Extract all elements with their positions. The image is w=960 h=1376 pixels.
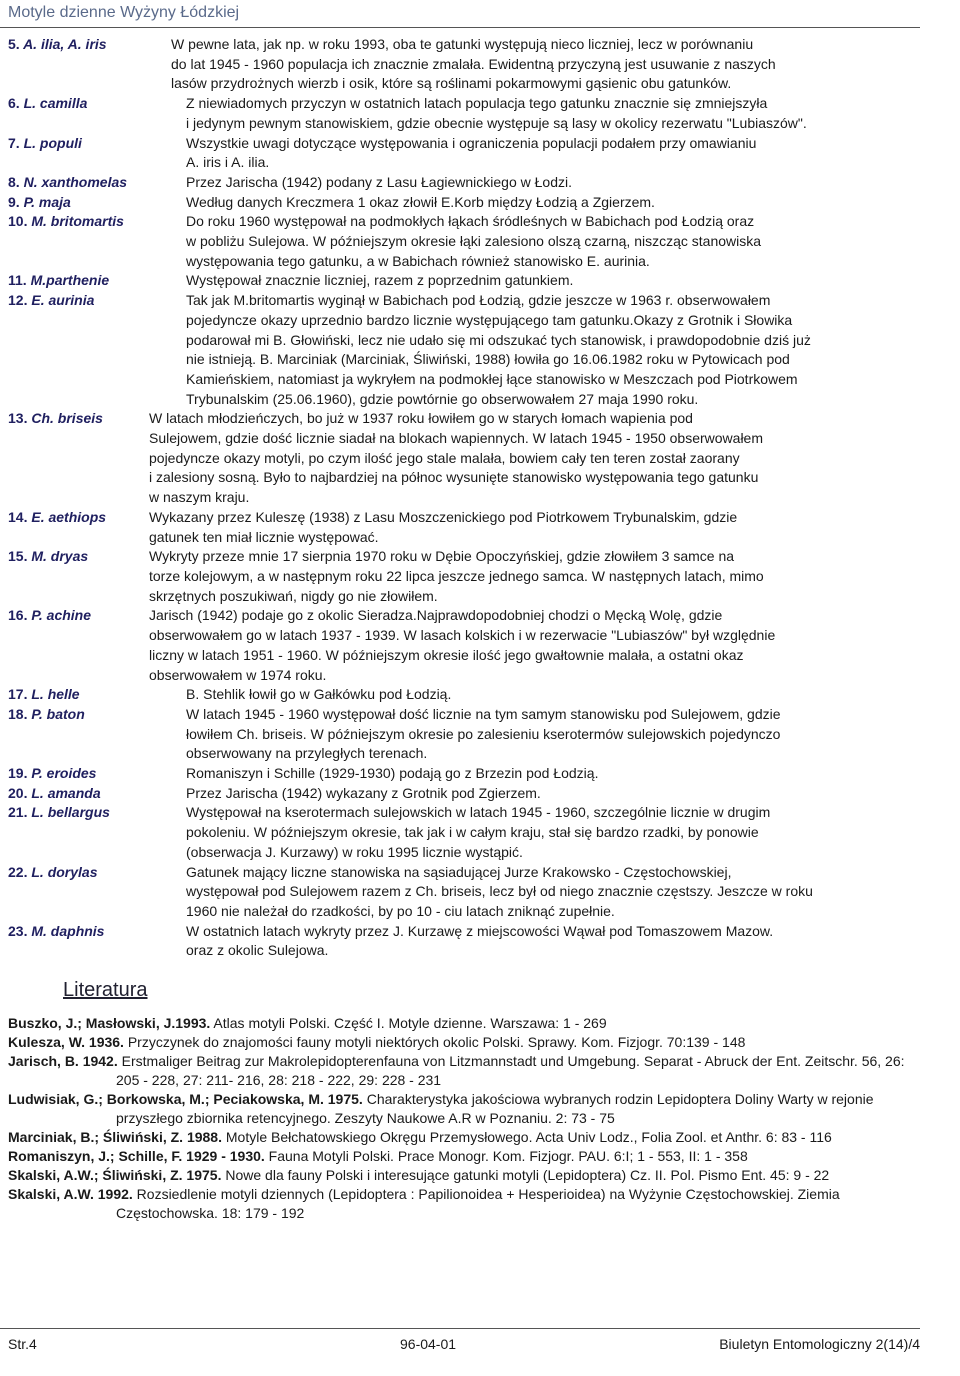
species-name <box>8 94 186 133</box>
species-entry <box>8 803 908 862</box>
species-entry <box>8 685 908 705</box>
entry-text <box>186 685 908 705</box>
text-line: oraz z okolic Sulejowa. <box>186 942 329 959</box>
species-name <box>8 803 186 862</box>
text-line: Jarisch (1942) podaje go z okolic Sieradza.Najprawdopodobniej chodzi o Męcką Wolę, gdzie <box>149 607 723 624</box>
species-entry <box>8 35 908 94</box>
species-label: L. dorylas <box>31 863 98 880</box>
species-entry <box>8 173 908 193</box>
species-name <box>8 409 149 508</box>
species-name <box>8 271 186 291</box>
text-line: łowiłem Ch. briseis. W późniejszym okresie po zalesieniu kserotermów sulejowskich pojedynczo <box>186 725 781 742</box>
entry-text <box>186 784 908 804</box>
literature-heading: Literatura <box>63 979 148 1001</box>
entry-text <box>186 863 908 922</box>
reference-authors: Kulesza, W. 1936. <box>8 1034 124 1050</box>
text-line: Tak jak M.britomartis wyginął w Babichach pod Łodzią, gdzie jeszcze w 1963 r. obserwowałem <box>186 292 771 309</box>
text-line: obserwowałem go w latach 1937 - 1939. W lasach kolskich i w rezerwacie "Lubiaszów" był względnie <box>149 627 776 644</box>
reference-text: Nowe dla fauny Polski i interesujące gatunki motyli (Lepidoptera) Cz. II. Pol. Pismo Ent. 45: 9 - 22 <box>221 1167 830 1183</box>
reference-text: Fauna Motyli Polski. Prace Monogr. Kom. Fizjogr. PAU. 6:I; 1 - 553, II: 1 - 358 <box>264 1148 748 1164</box>
text-line: skrzętnych poszukiwań, nigdy go nie złowiłem. <box>149 587 438 604</box>
species-label: E. aurinia <box>31 292 95 309</box>
species-label: P. achine <box>31 607 92 624</box>
entry-text <box>149 547 908 606</box>
text-line: liczny w latach 1951 - 1960. W późniejszym okresie ilość jego gwałtownie malała, a ostatni okaz <box>149 646 744 663</box>
reference-authors: Buszko, J.; Masłowski, J.1993. <box>8 1015 211 1031</box>
reference-text: Erstmaliger Beitrag zur Makrolepidopterenfauna von Litzmannstadt und Umgebung. Separat - Abruck der Ent. Zeitschr. 56, 26: 205 - 228, 27: 211- 216, 28: 218 - 222, 29: 228 - 231 <box>116 1053 905 1088</box>
text-line: występowania tego gatunku, a w Babichach również stanowisko E. aurinia. <box>186 252 650 269</box>
species-entry <box>8 94 908 133</box>
entry-text <box>186 764 908 784</box>
species-name <box>8 685 186 705</box>
species-name <box>8 764 186 784</box>
species-entry <box>8 508 908 547</box>
species-entry <box>8 764 908 784</box>
reference-authors: Skalski, A.W.; Śliwiński, Z. 1975. <box>8 1167 222 1183</box>
issue-date: 96-04-01 <box>400 1336 457 1352</box>
entry-number: 17. <box>8 686 28 703</box>
reference-authors: Marciniak, B.; Śliwiński, Z. 1988. <box>8 1129 222 1145</box>
entry-number: 13. <box>8 410 28 427</box>
text-line: Z niewiadomych przyczyn w ostatnich latach populacja tego gatunku znacznie się zmniejszyła <box>186 95 768 112</box>
text-line: W latach 1945 - 1960 występował dość licznie na tym samym stanowisku pod Sulejowem, gdzie <box>186 705 781 722</box>
species-label: L. bellargus <box>31 804 110 821</box>
text-line: Występował na kserotermach sulejowskich w latach 1945 - 1960, szczególnie licznie w drugim <box>186 804 771 821</box>
entry-number: 15. <box>8 548 28 565</box>
entry-number: 12. <box>8 292 28 309</box>
entry-number: 8. <box>8 173 20 190</box>
entry-number: 18. <box>8 705 28 722</box>
species-label: P. maja <box>23 193 71 210</box>
entry-text <box>171 35 908 94</box>
species-entry <box>8 212 908 271</box>
species-name <box>8 863 186 922</box>
text-line: 1960 nie należał do rzadkości, by po 10 - ciu latach zniknąć zupełnie. <box>186 902 615 919</box>
entry-number: 21. <box>8 804 28 821</box>
species-label: L. amanda <box>31 784 101 801</box>
entry-number: 10. <box>8 213 28 230</box>
entry-number: 6. <box>8 95 20 112</box>
text-line: Występował znacznie liczniej, razem z poprzednim gatunkiem. <box>186 272 574 289</box>
species-label: Ch. briseis <box>31 410 103 427</box>
entry-text <box>186 134 908 173</box>
species-name <box>8 508 149 547</box>
text-line: Do roku 1960 występował na podmokłych łąkach śródleśnych w Babichach pod Łodzią oraz <box>186 213 755 230</box>
text-line: A. iris i A. ilia. <box>186 154 270 171</box>
species-entry <box>8 863 908 922</box>
text-line: Kamieńskiem, natomiast ja wykryłem na podmokłej łące stanowisko w Meszczach pod Piotrkowem <box>186 370 798 387</box>
reference-item <box>8 1147 908 1166</box>
species-entry <box>8 271 908 291</box>
species-label: P. baton <box>31 705 85 722</box>
reference-item <box>8 1033 908 1052</box>
text-line: Według danych Kreczmera 1 okaz złowił E.Korb między Łodzią a Zgierzem. <box>186 193 655 210</box>
entry-number: 14. <box>8 508 28 525</box>
text-line: w naszym kraju. <box>149 489 250 506</box>
species-label: M. dryas <box>31 548 89 565</box>
entry-number: 16. <box>8 607 28 624</box>
entry-text <box>186 212 908 271</box>
species-label: L. camilla <box>23 95 88 112</box>
footer-rule <box>0 1328 920 1329</box>
species-label: L. helle <box>31 686 80 703</box>
reference-text: Rozsiedlenie motyli dziennych (Lepidoptera : Papilionoidea + Hesperioidea) na Wyżynie Częstochowskiej. Ziemia Częstochowska. 18: 179 - 192 <box>116 1186 840 1221</box>
text-line: i zalesiony sosną. Było to najbardziej na północ wysunięte stanowisko występowania tego gatunku <box>149 469 759 486</box>
reference-item <box>8 1185 908 1223</box>
text-line: Romaniszyn i Schille (1929-1930) podają go z Brzezin pod Łodzią. <box>186 765 599 782</box>
species-name <box>8 173 186 193</box>
species-entry <box>8 193 908 213</box>
text-line: podarował mi B. Głowiński, lecz nie udało się mi odszukać tych stanowisk, i prawdopodobnie dziś już <box>186 331 811 348</box>
entry-number: 22. <box>8 863 28 880</box>
species-name <box>8 193 186 213</box>
entry-number: 20. <box>8 784 28 801</box>
species-entry <box>8 705 908 764</box>
species-label: E. aethiops <box>31 508 107 525</box>
entry-text <box>186 922 908 961</box>
entry-text <box>186 705 908 764</box>
text-line: Przez Jarischa (1942) podany z Lasu Łagiewnickiego w Łodzi. <box>186 173 572 190</box>
species-entry <box>8 547 908 606</box>
species-label: M. britomartis <box>31 213 124 230</box>
species-name <box>8 784 186 804</box>
reference-authors: Romaniszyn, J.; Schille, F. 1929 - 1930. <box>8 1148 265 1164</box>
journal-name: Biuletyn Entomologiczny 2(14)/4 <box>719 1336 920 1352</box>
text-line: Wykryty przeze mnie 17 sierpnia 1970 roku w Dębie Opoczyńskiej, gdzie złowiłem 3 samce na <box>149 548 735 565</box>
text-line: i jedynym pewnym stanowiskiem, gdzie obecnie występuje są lasy w okolicy rezerwatu "Lubiaszów". <box>186 114 807 131</box>
text-line: B. Stehlik łowił go w Gałkówku pod Łodzią. <box>186 686 452 703</box>
text-line: W pewne lata, jak np. w roku 1993, oba te gatunki występują nieco liczniej, lecz w porównaniu <box>171 36 754 52</box>
species-entry <box>8 922 908 961</box>
species-name <box>8 35 171 94</box>
text-line: w pobliżu Sulejowa. W późniejszym okresie łąki zalesiono olszą czarną, niszcząc stanowiska <box>186 233 762 250</box>
entry-text <box>186 94 908 133</box>
text-line: W latach młodzieńczych, bo już w 1937 roku łowiłem go w starych łomach wapienia pod <box>149 410 693 427</box>
species-entry <box>8 606 908 685</box>
species-label: M.parthenie <box>30 272 110 289</box>
entry-text <box>186 173 908 193</box>
species-entry <box>8 291 908 409</box>
entry-number: 23. <box>8 922 28 939</box>
entry-number: 11. <box>8 272 27 289</box>
species-entry <box>8 784 908 804</box>
running-head: Motyle dzienne Wyżyny Łódzkiej <box>8 4 240 21</box>
reference-item <box>8 1052 908 1090</box>
reference-item <box>8 1128 908 1147</box>
text-line: torze kolejowym, a w następnym roku 22 lipca jeszcze jednego samca. W następnych latach, mimo <box>149 567 764 584</box>
entry-text <box>149 606 908 685</box>
species-label: L. populi <box>23 134 82 151</box>
page-number: Str.4 <box>8 1336 37 1352</box>
text-line: do lat 1945 - 1960 populacja ich znacznie zmalała. Ewidentną przyczyną jest usuwanie z naszych <box>171 55 776 72</box>
species-label: P. eroides <box>31 765 97 782</box>
species-label: N. xanthomelas <box>23 173 128 190</box>
entry-number: 7. <box>8 134 20 151</box>
species-label: A. ilia, A. iris <box>23 36 107 52</box>
text-line: Trybunalskim (25.06.1960), gdzie powtórnie go obserwowałem 27 maja 1990 roku. <box>186 390 699 407</box>
reference-list <box>8 1014 908 1223</box>
species-name <box>8 547 149 606</box>
entry-text <box>186 803 908 862</box>
text-line: W ostatnich latach wykryty przez J. Kurzawę z miejscowości Wąwał pod Tomaszowem Mazow. <box>186 922 774 939</box>
species-name <box>8 606 149 685</box>
entry-text <box>149 409 908 508</box>
text-line: gatunek ten miał licznie występować. <box>149 528 379 545</box>
species-name <box>8 134 186 173</box>
reference-item <box>8 1014 908 1033</box>
reference-text: Atlas motyli Polski. Część I. Motyle dzienne. Warszawa: 1 - 269 <box>210 1015 607 1031</box>
text-line: nie istnieją. B. Marciniak (Marciniak, Śliwiński, 1988) łowiła go 16.06.1982 roku w Pytowicach pod <box>186 351 790 368</box>
reference-text: Przyczynek do znajomości fauny motyli niektórych okolic Polski. Sprawy. Kom. Fizjogr. 70:139 - 148 <box>123 1034 746 1050</box>
species-name <box>8 291 186 409</box>
reference-text: Charakterystyka jakościowa wybranych rodzin Lepidoptera Doliny Warty w rejonie przyszłego zbiornika retencyjnego. Zeszyty Naukowe A.R w Poznaniu. 2: 73 - 75 <box>116 1091 874 1126</box>
reference-item <box>8 1090 908 1128</box>
entry-number: 9. <box>8 193 20 210</box>
reference-authors: Skalski, A.W. 1992. <box>8 1186 133 1202</box>
text-line: pojedyncze okazy motyli, po czym ilość jego stale malała, bowiem cały ten teren został zaorany <box>149 449 740 466</box>
entry-text <box>186 193 908 213</box>
text-line: Gatunek mający liczne stanowiska na sąsiadującej Jurze Krakowsko - Częstochowskiej, <box>186 863 732 880</box>
text-line: (obserwacja J. Kurzawy) w roku 1995 licznie wystąpić. <box>186 843 523 860</box>
text-line: pokoleniu. W późniejszym okresie, tak jak i w całym kraju, stał się bardzo rzadki, by ponowie <box>186 824 759 841</box>
text-line: obserwowałem w 1974 roku. <box>149 666 327 683</box>
text-line: Przez Jarischa (1942) wykazany z Grotnik pod Zgierzem. <box>186 784 541 801</box>
entry-number: 19. <box>8 765 28 782</box>
header-rule <box>0 27 920 28</box>
reference-authors: Jarisch, B. 1942. <box>8 1053 118 1069</box>
text-line: Wykazany przez Kuleszę (1938) z Lasu Moszczenickiego pod Piotrkowem Trybunalskim, gdzie <box>149 508 738 525</box>
text-line: Wszystkie uwagi dotyczące występowania i ograniczenia populacji podałem przy omawianiu <box>186 134 757 151</box>
species-label: M. daphnis <box>31 922 105 939</box>
text-line: lasów przydrożnych wierzb i osik, które są roślinami pokarmowymi gąsienic obu gatunków. <box>171 75 732 92</box>
species-name <box>8 212 186 271</box>
text-line: obserwowany na przyległych terenach. <box>186 745 428 762</box>
text-line: Sulejowem, gdzie dość licznie siadał na blokach wapiennych. W latach 1945 - 1950 obserwowałem <box>149 430 764 447</box>
entry-number: 5. <box>8 36 20 52</box>
reference-authors: Ludwisiak, G.; Borkowska, M.; Peciakowska, M. 1975. <box>8 1091 363 1107</box>
species-list <box>8 35 908 961</box>
reference-item <box>8 1166 908 1185</box>
species-name <box>8 705 186 764</box>
text-line: pojedyncze okazy uprzednio bardzo licznie występującego tam gatunku.Okazy z Grotnik i Słowika <box>186 311 793 328</box>
species-entry <box>8 134 908 173</box>
species-entry <box>8 409 908 508</box>
entry-text <box>186 291 908 409</box>
text-line: występował pod Sulejowem razem z Ch. briseis, lecz był od niego znacznie częstszy. Jeszcze w roku <box>186 883 813 900</box>
entry-text <box>186 271 908 291</box>
species-name <box>8 922 186 961</box>
reference-text: Motyle Bełchatowskiego Okręgu Przemysłowego. Acta Univ Lodz., Folia Zool. et Anthr. 6: 83 - 116 <box>221 1129 832 1145</box>
entry-text <box>149 508 908 547</box>
